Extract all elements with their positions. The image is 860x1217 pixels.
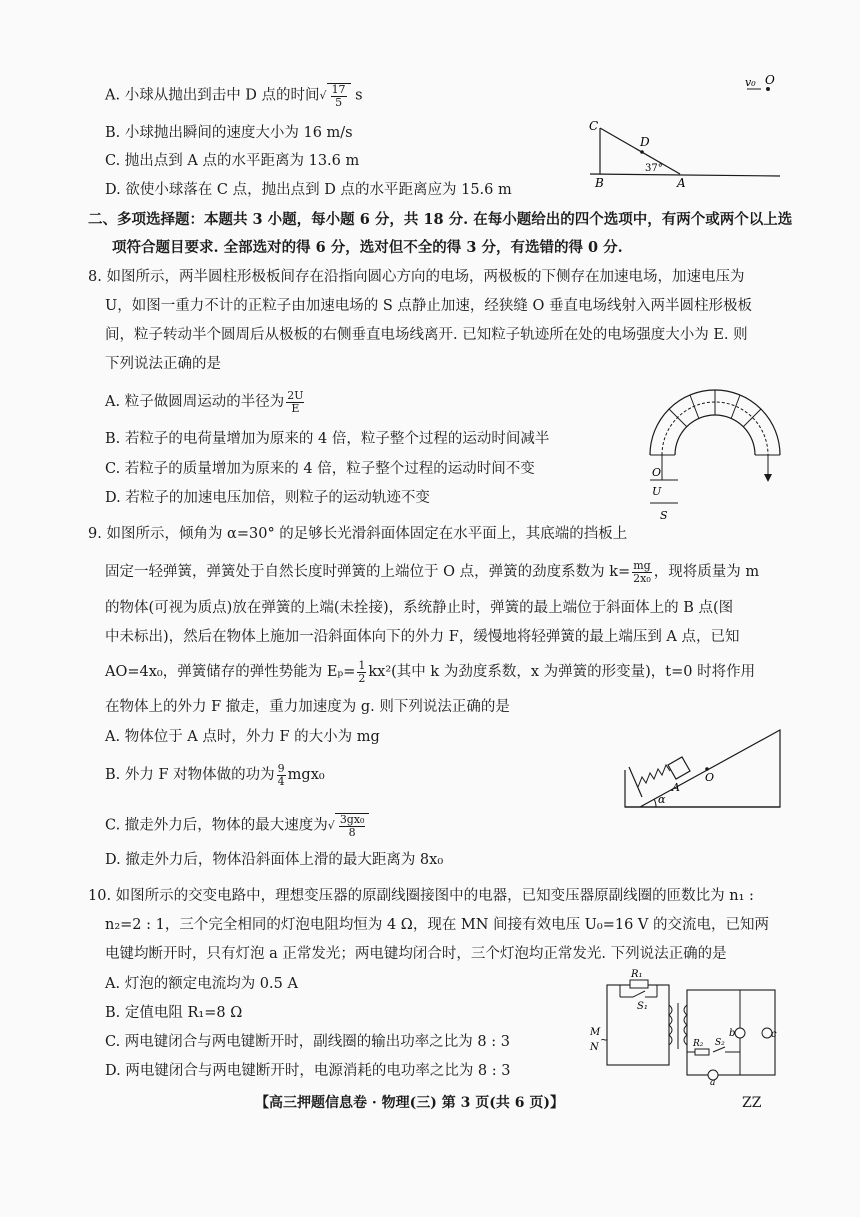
q9-stem-line2-text: 固定一轻弹簧，弹簧处于自然长度时弹簧的上端位于 O 点，弹簧的劲度系数为 k= [105, 564, 631, 581]
q9-option-b-num: 9 [277, 762, 285, 775]
q10-lamp-c-label: c [771, 1029, 777, 1040]
q7-incline-figure [585, 70, 785, 190]
q7-point-d [640, 150, 644, 154]
q10-r1-label: R₁ [631, 969, 643, 980]
q9-stem-line5-tail: kx²(其中 k 为劲度系数，x 为弹簧的形变量)，t=0 时将作用 [368, 664, 756, 681]
q7-option-a-text: A. 小球从抛出到击中 D 点的时间 [105, 87, 320, 104]
q10-s1-label: S₁ [637, 1001, 648, 1012]
q8-option-a-num: 2U [287, 389, 304, 402]
q10-option-d: D. 两电键闭合与两电键断开时，电源消耗的电功率之比为 8 : 3 [105, 1063, 511, 1079]
q7-option-c: C. 抛出点到 A 点的水平距离为 13.6 m [105, 153, 360, 169]
q10-terminal-n-label: N [590, 1042, 599, 1053]
q7-option-b: B. 小球抛出瞬间的速度大小为 16 m/s [105, 125, 353, 141]
q9-energy-den: 2 [358, 671, 366, 685]
q7-point-o [766, 87, 770, 91]
q9-stiffness-den: 2x₀ [633, 571, 651, 585]
q9-option-c-num: 3gx₀ [339, 813, 365, 826]
q8-stem-line4: 下列说法正确的是 [105, 356, 221, 372]
q9-stem-line4: 中未标出)，然后在物体上施加一沿斜面体向下的外力 F，缓慢地将轻弹簧的最上端压到 A 点，已知 [105, 629, 740, 645]
q8-field-line [690, 395, 699, 419]
q10-stem-line2: n₂=2 : 1，三个完全相同的灯泡电阻均恒为 4 Ω，现在 MN 间接有效电压 U₀=16 V 的交流电，已知两 [105, 917, 770, 933]
section2-instruction-line1: 二、多项选择题：本题共 3 小题，每小题 6 分，共 18 分. 在每小题给出的四个选项中，有两个或两个以上选 [88, 211, 793, 228]
q7-point-o-label: O [765, 73, 775, 87]
q9-block [668, 757, 690, 779]
q10-lamp-a-label: a [710, 1078, 716, 1085]
q7-angle-label: 37° [645, 163, 663, 174]
q10-primary-loop [607, 985, 669, 1065]
q9-stem-line3: 的物体(可视为质点)放在弹簧的上端(未拴接)，系统静止时，弹簧的最上端位于斜面体上的 B 点(图 [105, 600, 734, 616]
q10-switch-s1 [633, 991, 645, 997]
q8-inner-plate [675, 415, 755, 455]
q7-option-a-num: 17 [331, 83, 346, 96]
q9-option-d: D. 撤走外力后，物体沿斜面体上滑的最大距离为 8x₀ [105, 852, 444, 868]
q9-stem-line2 [105, 560, 759, 584]
q7-option-a-den: 5 [335, 95, 343, 109]
q9-spring [638, 765, 670, 787]
q9-stiffness-num: mg [633, 559, 651, 572]
q10-lamp-b [735, 1028, 745, 1038]
q10-resistor-r2 [695, 1049, 709, 1055]
q7-point-b-label: B [595, 176, 604, 190]
q9-energy-num: 1 [358, 659, 366, 672]
page-footer: 【高三押题信息卷 · 物理(三) 第 3 页(共 6 页)】 [255, 1095, 564, 1111]
q8-option-a-den: E [291, 401, 300, 415]
q8-semicylinder-figure [640, 385, 790, 525]
q9-point-o-label: O [705, 771, 715, 784]
page-code: ZZ [742, 1095, 762, 1111]
q9-angle-label: α [658, 793, 666, 806]
q8-option-a [105, 390, 306, 414]
q8-slit-o-label: O [652, 466, 662, 479]
q10-s2-label: S₂ [715, 1038, 725, 1048]
q8-stem-line1: 8. 如图所示，两半圆柱形极板间存在沿指向圆心方向的电场，两极板的下侧存在加速电场，加速电压为 [88, 269, 745, 285]
q9-option-b [105, 763, 325, 787]
q8-option-a-text: A. 粒子做圆周运动的半径为 [105, 394, 285, 411]
q10-terminal-m-label: M [590, 1027, 601, 1038]
q9-stem-line1: 9. 如图所示，倾角为 α=30° 的足够长光滑斜面体固定在水平面上，其底端的挡板上 [88, 526, 628, 542]
q10-stem-line3: 电键均断开时，只有灯泡 a 正常发光；两电键均闭合时，三个灯泡均正常发光. 下列说法正确的是 [105, 946, 727, 962]
q10-option-b: B. 定值电阻 R₁=8 Ω [105, 1005, 243, 1021]
q10-lamp-b-label: b [729, 1028, 736, 1039]
q9-option-c-den: 8 [348, 825, 356, 839]
q7-option-a [105, 83, 363, 108]
q8-voltage-u-label: U [652, 485, 662, 498]
q9-option-a: A. 物体位于 A 点时，外力 F 的大小为 mg [105, 729, 380, 745]
q9-option-c: C. 撤走外力后，物体的最大速度为√ $\frac{\text{3gx₀}}{8}$ [105, 813, 369, 838]
q10-option-c: C. 两电键闭合与两电键断开时，副线圈的输出功率之比为 8 : 3 [105, 1034, 510, 1050]
q8-stem-line2: U，如图一重力不计的正粒子由加速电场的 S 点静止加速，经狭缝 O 垂直电场线射入两半圆柱形极板 [105, 298, 752, 314]
q9-stem-line5-text: AO=4x₀，弹簧储存的弹性势能为 Eₚ= [105, 664, 356, 681]
q8-option-b: B. 若粒子的电荷量增加为原来的 4 倍，粒子整个过程的运动时间减半 [105, 431, 550, 447]
q7-point-c-label: C [589, 119, 599, 133]
q8-exit-arrow [764, 474, 772, 482]
q9-stem-line5 [105, 660, 755, 684]
q10-resistor-r1 [630, 980, 648, 988]
q9-incline-figure [620, 725, 785, 810]
q7-option-d: D. 欲使小球落在 C 点，抛出点到 D 点的水平距离应为 15.6 m [105, 182, 512, 198]
q8-field-line [731, 395, 740, 419]
q9-stem-line2-tail: ，现将质量为 m [653, 564, 760, 581]
q9-point-a-label: A [672, 781, 680, 794]
q9-option-c-text: C. 撤走外力后，物体的最大速度为 [105, 817, 328, 834]
q9-option-b-text: B. 外力 F 对物体做的功为 [105, 767, 275, 784]
q10-stem-line1: 10. 如图所示的交变电路中，理想变压器的原副线圈接图中的电器，已知变压器原副线圈的匝数比为 n₁ : [88, 888, 754, 904]
q8-option-c: C. 若粒子的质量增加为原来的 4 倍，粒子整个过程的运动时间不变 [105, 461, 535, 477]
q10-circuit-figure [585, 965, 785, 1085]
q8-point-s-label: S [660, 509, 668, 522]
q9-stem-line6: 在物体上的外力 F 撤走，重力加速度为 g. 则下列说法正确的是 [105, 699, 510, 715]
q9-angle-arc [654, 799, 656, 807]
q10-option-a: A. 灯泡的额定电流均为 0.5 A [105, 976, 298, 992]
q8-stem-line3: 间，粒子转动半个圆周后从极板的右侧垂直电场线离开. 已知粒子轨迹所在处的电场强度大小为 E. 则 [105, 327, 748, 343]
q10-r2-label: R₂ [693, 1039, 704, 1049]
section2-instruction-line2: 项符合题目要求. 全部选对的得 6 分，选对但不全的得 3 分，有选错的得 0 分. [112, 239, 623, 256]
q7-point-d-label: D [640, 135, 650, 149]
q7-v0-label: v₀ [745, 76, 756, 89]
q7-point-a-label: A [677, 176, 686, 190]
q10-ac-symbol: ~ [600, 1035, 609, 1046]
q9-option-b-den: 4 [277, 774, 285, 788]
q9-option-b-tail: mgx₀ [287, 767, 325, 784]
q7-option-a-sqrt: √ $\frac{17}{5}$ [320, 83, 351, 108]
q8-option-d: D. 若粒子的加速电压加倍，则粒子的运动轨迹不变 [105, 490, 430, 506]
q7-option-a-unit: s [355, 87, 363, 104]
